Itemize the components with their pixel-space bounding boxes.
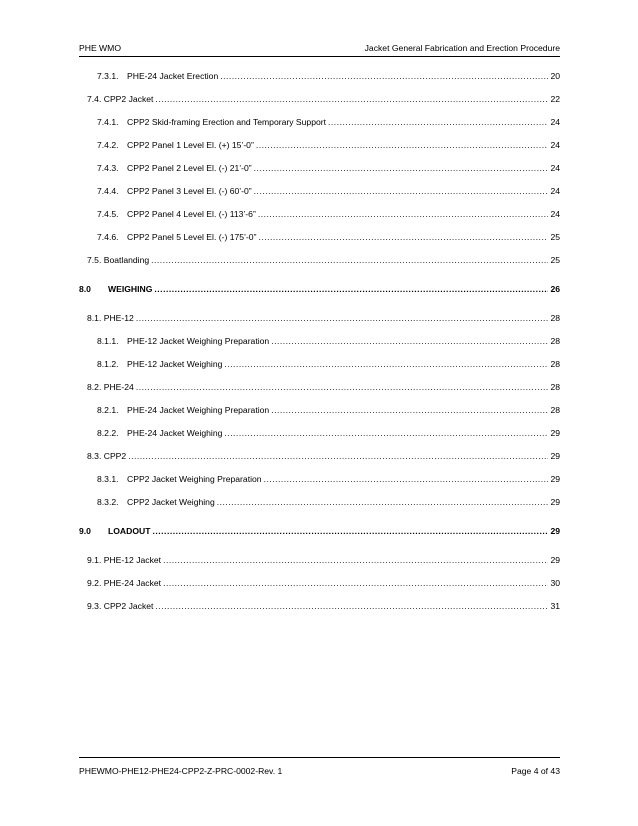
toc-number: 8.1.2. — [97, 359, 119, 369]
toc-leader — [264, 474, 549, 484]
toc-entry[interactable] — [87, 313, 560, 325]
toc-leader — [153, 526, 549, 536]
toc-page: 29 — [550, 451, 560, 461]
toc-leader — [217, 497, 549, 507]
toc-leader — [254, 163, 549, 173]
toc-number: 9.2. — [87, 578, 102, 588]
toc-number: 8.0 — [79, 284, 91, 294]
toc-page: 28 — [550, 336, 560, 346]
toc-title: CPP2 Panel 4 Level El. (-) 113’-6” — [127, 209, 256, 219]
toc-number: 8.2.1. — [97, 405, 119, 415]
toc-page: 24 — [550, 186, 560, 196]
toc-leader — [220, 71, 548, 81]
toc-entry[interactable] — [87, 601, 560, 613]
toc-page: 30 — [550, 578, 560, 588]
toc-leader — [154, 284, 548, 294]
toc-leader — [258, 232, 548, 242]
toc-title: LOADOUT — [108, 526, 151, 536]
toc-leader — [163, 555, 548, 565]
toc-number: 9.1. — [87, 555, 102, 565]
toc-number: 8.1.1. — [97, 336, 119, 346]
toc-number: 7.4.4. — [97, 186, 119, 196]
toc-entry[interactable] — [97, 474, 560, 486]
toc-entry[interactable] — [97, 71, 560, 83]
toc-number: 8.3.2. — [97, 497, 119, 507]
toc-page: 26 — [550, 284, 560, 294]
toc-page: 28 — [550, 359, 560, 369]
toc-title: PHE-12 — [103, 313, 134, 323]
toc-page: 24 — [550, 117, 560, 127]
toc-title: CPP2 Skid-framing Erection and Temporary Support — [127, 117, 327, 127]
toc-number: 7.4.1. — [97, 117, 119, 127]
toc-entry[interactable] — [87, 578, 560, 590]
toc-page: 29 — [550, 555, 560, 565]
toc-title: CPP2 Panel 1 Level El. (+) 15’-0” — [127, 140, 254, 150]
toc-number: 8.2.2. — [97, 428, 119, 438]
toc-leader — [155, 94, 548, 104]
page-footer — [79, 757, 560, 778]
toc-entry[interactable] — [97, 186, 560, 198]
toc-leader — [254, 186, 549, 196]
toc-number: 8.2. — [87, 382, 102, 392]
toc-leader — [136, 382, 549, 392]
toc-page: 24 — [550, 140, 560, 150]
toc-page: 29 — [550, 428, 560, 438]
toc-entry[interactable] — [79, 284, 560, 296]
toc-entry[interactable] — [97, 405, 560, 417]
toc-number: 7.4.2. — [97, 140, 119, 150]
toc-number: 7.3.1. — [97, 71, 119, 81]
toc-page: 28 — [550, 405, 560, 415]
toc-leader — [155, 601, 548, 611]
toc-entry[interactable] — [97, 232, 560, 244]
toc-number: 7.4. — [87, 94, 102, 104]
toc-entry[interactable] — [97, 209, 560, 221]
toc-title: PHE-24 Jacket Weighing — [127, 428, 223, 438]
toc-title: CPP2 Panel 3 Level El. (-) 60’-0” — [127, 186, 252, 196]
toc-entry[interactable] — [87, 94, 560, 106]
document-number: PHEWMO-PHE12-PHE24-CPP2-Z-PRC-0002-Rev. 1 — [79, 766, 283, 776]
toc-title: CPP2 — [103, 451, 127, 461]
toc-title: CPP2 Panel 2 Level El. (-) 21’-0” — [127, 163, 252, 173]
toc-number: 8.3.1. — [97, 474, 119, 484]
toc-entry[interactable] — [87, 451, 560, 463]
toc-page: 25 — [550, 255, 560, 265]
toc-page: 29 — [550, 526, 560, 536]
toc-page: 22 — [550, 94, 560, 104]
toc-page: 31 — [550, 601, 560, 611]
toc-entry[interactable] — [87, 255, 560, 267]
toc-number: 9.3. — [87, 601, 102, 611]
toc-title: CPP2 Jacket — [103, 601, 154, 611]
toc-entry[interactable] — [97, 428, 560, 440]
toc-leader — [224, 359, 548, 369]
toc-leader — [328, 117, 548, 127]
header-left: PHE WMO — [79, 43, 122, 53]
toc-number: 9.0 — [79, 526, 91, 536]
toc-number: 7.4.6. — [97, 232, 119, 242]
toc-entry[interactable] — [97, 140, 560, 152]
toc-title: PHE-12 Jacket Weighing Preparation — [127, 336, 270, 346]
page-header — [79, 40, 560, 57]
page-number: Page 4 of 43 — [511, 766, 560, 776]
toc-title: PHE-12 Jacket — [103, 555, 162, 565]
toc-number: 7.4.5. — [97, 209, 119, 219]
toc-number: 8.1. — [87, 313, 102, 323]
header-right: Jacket General Fabrication and Erection Procedure — [364, 43, 560, 53]
toc-entry[interactable] — [97, 497, 560, 509]
toc-title: PHE-12 Jacket Weighing — [127, 359, 223, 369]
toc-title: PHE-24 Jacket Erection — [127, 71, 219, 81]
toc-title: CPP2 Jacket Weighing Preparation — [127, 474, 262, 484]
toc-title: CPP2 Panel 5 Level El. (-) 175’-0” — [127, 232, 257, 242]
toc-entry[interactable] — [97, 163, 560, 175]
toc-page: 28 — [550, 313, 560, 323]
toc-title: Boatlanding — [103, 255, 150, 265]
toc-entry[interactable] — [79, 526, 560, 538]
toc-entry[interactable] — [97, 359, 560, 371]
toc-page: 24 — [550, 209, 560, 219]
toc-title: PHE-24 — [103, 382, 134, 392]
toc-leader — [256, 140, 549, 150]
toc-leader — [271, 405, 548, 415]
toc-leader — [271, 336, 548, 346]
toc-leader — [136, 313, 549, 323]
toc-entry[interactable] — [87, 382, 560, 394]
toc-entry[interactable] — [97, 117, 560, 129]
toc-title: PHE-24 Jacket — [103, 578, 162, 588]
toc-number: 7.4.3. — [97, 163, 119, 173]
toc-page: 24 — [550, 163, 560, 173]
toc-page: 29 — [550, 497, 560, 507]
toc-leader — [128, 451, 548, 461]
toc-title: WEIGHING — [108, 284, 153, 294]
toc-page: 28 — [550, 382, 560, 392]
toc-leader — [151, 255, 548, 265]
toc-entry[interactable] — [97, 336, 560, 348]
toc-leader — [163, 578, 548, 588]
toc-page: 29 — [550, 474, 560, 484]
toc-title: CPP2 Jacket — [103, 94, 154, 104]
toc-leader — [258, 209, 549, 219]
toc-title: PHE-24 Jacket Weighing Preparation — [127, 405, 270, 415]
toc-page: 25 — [550, 232, 560, 242]
toc-entry[interactable] — [87, 555, 560, 567]
toc-number: 8.3. — [87, 451, 102, 461]
toc-title: CPP2 Jacket Weighing — [127, 497, 215, 507]
toc-number: 7.5. — [87, 255, 102, 265]
toc-page: 20 — [550, 71, 560, 81]
toc-leader — [224, 428, 548, 438]
